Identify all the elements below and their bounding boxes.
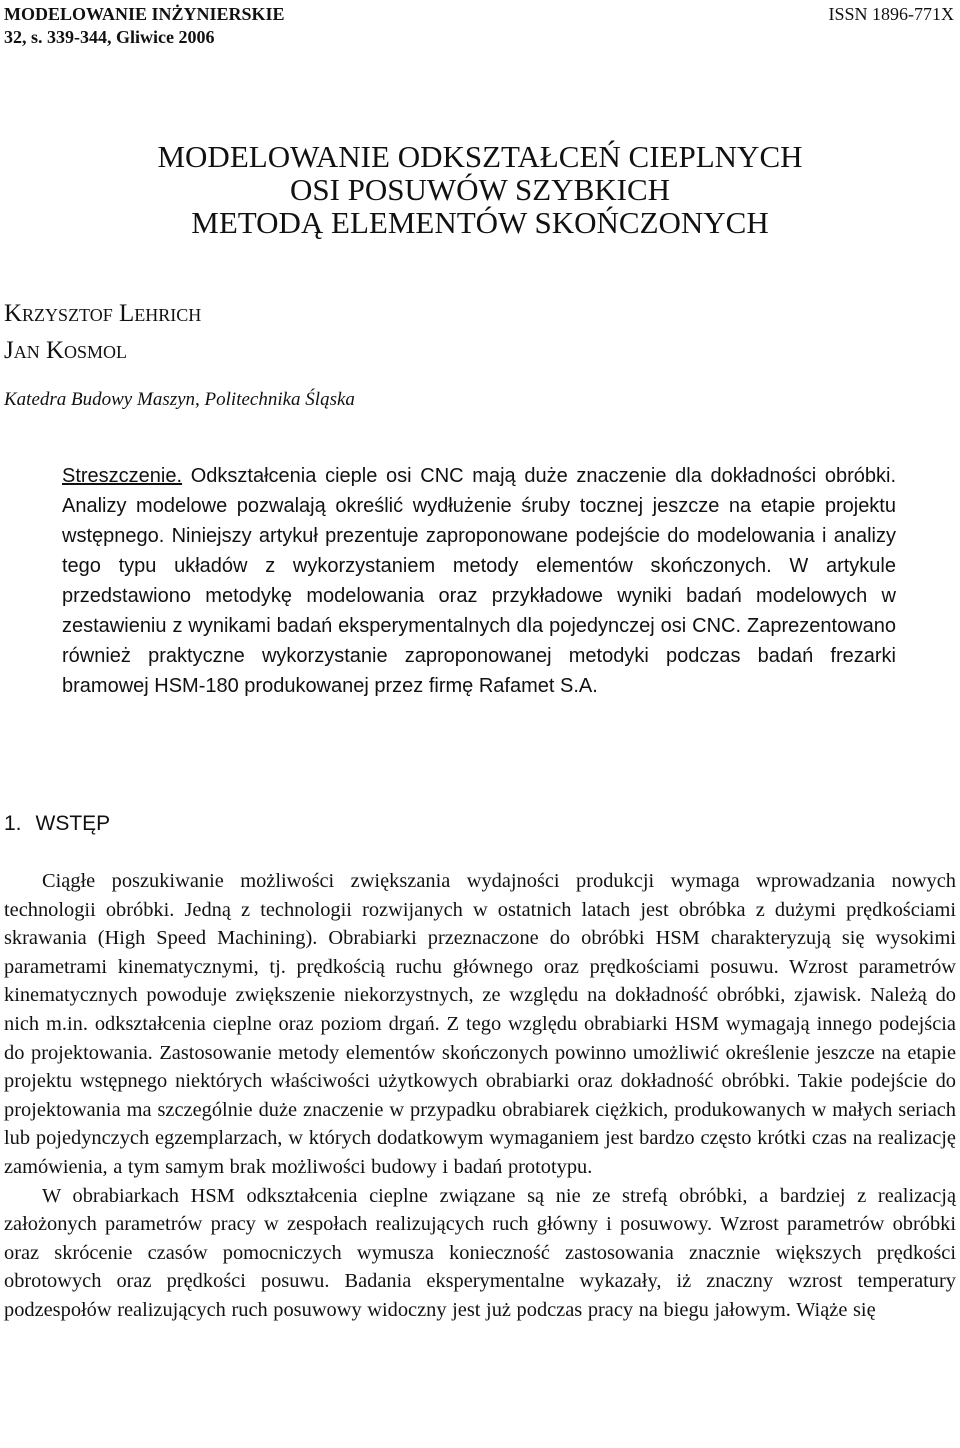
section-heading	[4, 810, 110, 838]
paper-title	[0, 140, 960, 239]
abstract	[62, 461, 896, 701]
paragraph: W obrabiarkach HSM odkształcenia cieplne związane są nie ze strefą obróbki, a bardziej z realizacją założonych parametrów pracy w zespołach realizujących ruch główny i posuwowy. Wzrost parametrów obróbki oraz skrócenie czasów pomocniczych wymusza konieczność zastosowania znacznie większych prędkości obrotowych oraz prędkości posuwu. Badania eksperymentalne wykazały, iż znaczny wzrost temperatury podzespołów realizujących ruch posuwowy widoczny jest już podczas pracy na biegu jałowym. Wiąże się	[4, 1184, 956, 1321]
title-line-1: MODELOWANIE ODKSZTAŁCEŃ CIEPLNYCH	[157, 139, 803, 174]
title-line-3: METODĄ ELEMENTÓW SKOŃCZONYCH	[191, 205, 769, 240]
author-2: Jan Kosmol	[4, 337, 128, 364]
body-text	[4, 867, 956, 1325]
journal-info	[4, 3, 285, 49]
author-1: Krzysztof Lehrich	[4, 300, 202, 327]
journal-name: MODELOWANIE INŻYNIERSKIE	[4, 4, 285, 24]
abstract-heading: Streszczenie.	[62, 465, 183, 487]
section-number: 1.	[4, 812, 22, 835]
paragraph: Ciągłe poszukiwanie możliwości zwiększania wydajności produkcji wymaga wprowadzania nowych technologii obróbki. Jedną z technologii rozwijanych w ostatnich latach jest obróbka z dużymi prędkościami skrawania (High Speed Machining). Obrabiarki przeznaczone do obróbki HSM charakteryzują się wysokimi parametrami kinematycznymi, tj. prędkością ruchu głównego oraz prędkościami posuwu. Wzrost parametrów kinematycznych powoduje zwiększenie niekorzystnych, ze względu na dokładność obróbki, zjawisk. Należą do nich m.in. odkształcenia cieplne oraz poziom drgań. Z tego względu obrabiarki HSM wymagają innego podejścia do projektowania. Zastosowanie metody elementów skończonych powinno umożliwić określenie jeszcze na etapie projektu wstępnego niektórych właściwości użytkowych obrabiarki oraz dokładność obróbki. Takie podejście do projektowania ma szczególnie duże znaczenie w przypadku obrabiarek ciężkich, produkowanych w małych seriach lub pojedynczych egzemplarzach, w których dodatkowym wymaganiem jest bardzo często krótki czas na realizację zamówienia, a tym samym brak możliwości budowy i badań prototypu.	[4, 870, 956, 1178]
affiliation: Katedra Budowy Maszyn, Politechnika Śląska	[4, 389, 355, 410]
title-line-2: OSI POSUWÓW SZYBKICH	[289, 172, 671, 207]
abstract-text: Odkształcenia cieple osi CNC mają duże znaczenie dla dokładności obróbki. Analizy modelowe pozwalają określić wydłużenie śruby tocznej jeszcze na etapie projektu wstępnego. Niniejszy artykuł prezentuje zaproponowane podejście do modelowania i analizy tego typu układów z wykorzystaniem metody elementów skończonych. W artykule przedstawiono metodykę modelowania oraz przykładowe wyniki badań modelowych w zestawieniu z wynikami badań eksperymentalnych dla pojedynczej osi CNC. Zaprezentowano również praktyczne wykorzystanie zaproponowanej metodyki podczas badań frezarki bramowej HSM-180 produkowanej przez firmę Rafamet S.A.	[62, 465, 896, 697]
section-title: WSTĘP	[35, 812, 111, 835]
issn: ISSN 1896-771X	[828, 4, 954, 24]
journal-issue: 32, s. 339-344, Gliwice 2006	[4, 27, 215, 47]
